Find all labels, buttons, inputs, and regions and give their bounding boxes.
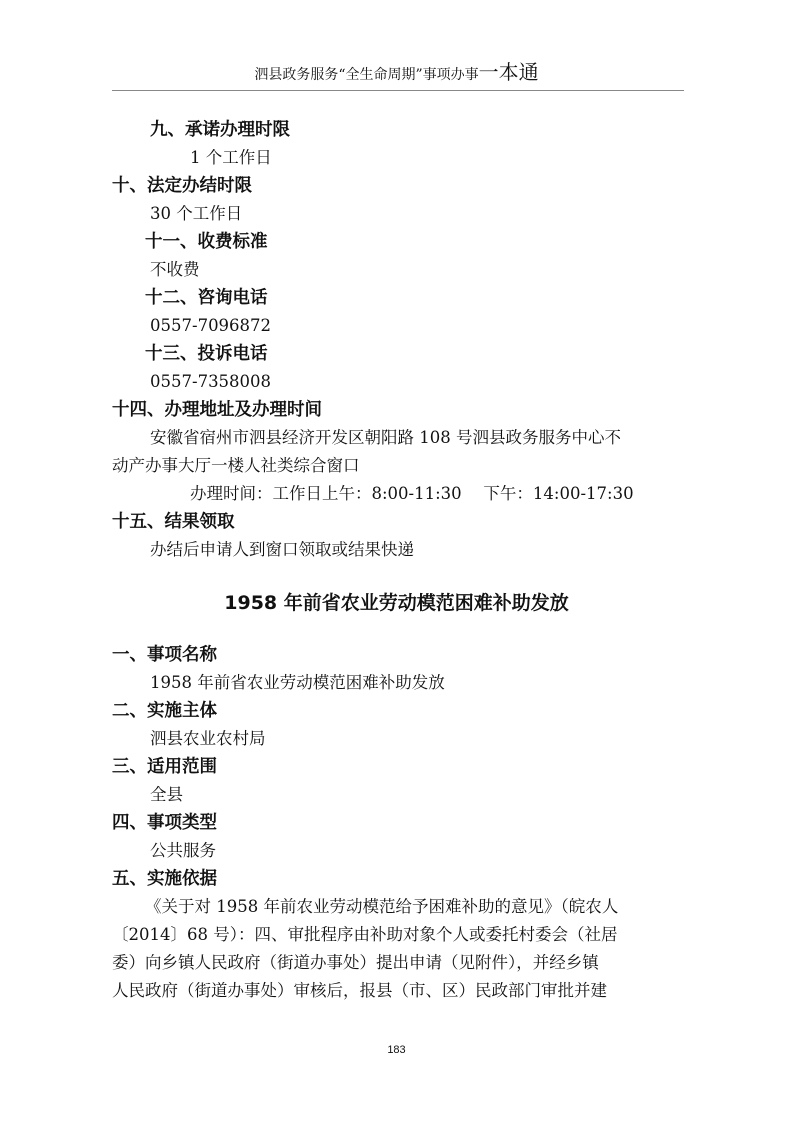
text-item-name: 1958 年前省农业劳动模范困难补助发放	[150, 673, 445, 692]
heading-promised-time: 九、承诺办理时限	[150, 120, 290, 140]
text-legal-basis-line-3: 委）向乡镇人民政府（街道办事处）提出申请（见附件），并经乡镇	[112, 953, 599, 972]
text-address-line-1: 安徽省宿州市泗县经济开发区朝阳路 108 号泗县政务服务中心不	[150, 428, 621, 447]
text-legal-basis-line-1: 《关于对 1958 年前农业劳动模范给予困难补助的意见》（皖农人	[145, 897, 619, 916]
header-divider	[112, 90, 684, 91]
text-consult-phone: 0557-7096872	[150, 316, 272, 335]
header-title: 泗县政务服务“全生命周期”事项办事	[254, 67, 479, 83]
heading-scope: 三、适用范围	[112, 757, 217, 777]
text-legal-time: 30 个工作日	[150, 204, 243, 223]
heading-consult-phone: 十二、咨询电话	[145, 288, 268, 308]
text-scope: 全县	[150, 785, 183, 804]
text-result-collection: 办结后申请人到窗口领取或结果快递	[150, 540, 414, 559]
heading-item-name: 一、事项名称	[112, 645, 217, 665]
text-legal-basis-line-2: 〔2014〕68 号）：四、审批程序由补助对象个人或委托村委会（社居	[112, 925, 618, 944]
page-number: 183	[387, 1044, 406, 1056]
heading-implementing-body: 二、实施主体	[112, 701, 217, 721]
text-item-type: 公共服务	[150, 841, 216, 860]
text-legal-basis-line-4: 人民政府（街道办事处）审核后，报县（市、区）民政部门审批并建	[112, 981, 607, 1000]
heading-item-type: 四、事项类型	[112, 813, 217, 833]
page-header	[0, 62, 793, 85]
text-fee-standard: 不收费	[150, 260, 200, 279]
section-title: 1958 年前省农业劳动模范困难补助发放	[224, 592, 569, 614]
heading-legal-time: 十、法定办结时限	[112, 176, 252, 196]
heading-address-hours: 十四、办理地址及办理时间	[112, 400, 322, 420]
header-title-emphasis: 一本通	[478, 60, 539, 84]
text-office-hours: 办理时间：工作日上午：8:00-11:30 下午：14:00-17:30	[190, 484, 634, 503]
text-promised-time: 1 个工作日	[190, 148, 272, 167]
text-complaint-phone: 0557-7358008	[150, 372, 272, 391]
heading-result-collection: 十五、结果领取	[112, 512, 235, 532]
heading-legal-basis: 五、实施依据	[112, 869, 217, 889]
heading-fee-standard: 十一、收费标准	[145, 232, 268, 252]
heading-complaint-phone: 十三、投诉电话	[145, 344, 268, 364]
text-address-line-2: 动产办事大厅一楼人社类综合窗口	[112, 456, 360, 475]
text-implementing-body: 泗县农业农村局	[150, 729, 266, 748]
